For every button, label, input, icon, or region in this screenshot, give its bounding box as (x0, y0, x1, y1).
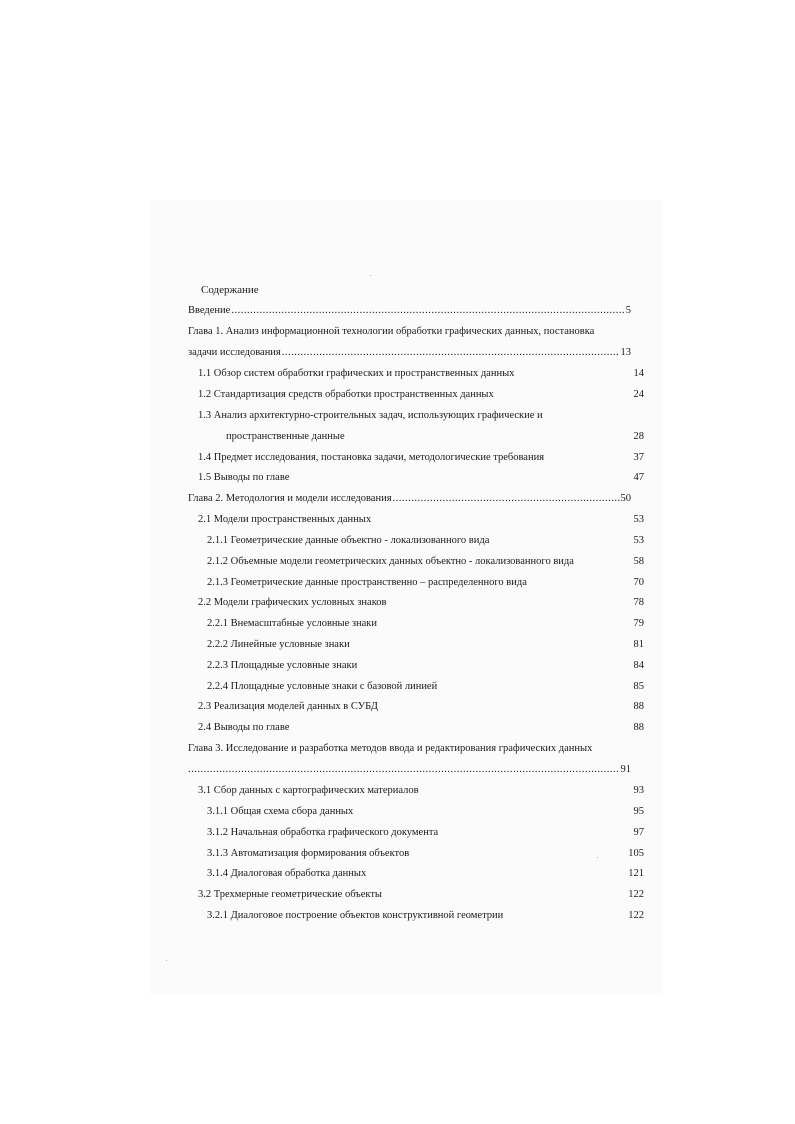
toc-page-3-1-2: 97 (633, 827, 644, 838)
toc-entry-1-4: 1.4 Предмет исследования, постановка задачи, методологические требования (198, 452, 545, 463)
toc-page-1-4: 37 (633, 452, 644, 463)
toc-page-3-1-1: 95 (633, 806, 644, 817)
toc-chapter-2 (188, 492, 631, 506)
toc-entry-1-1: 1.1 Обзор систем обработки графических и пространственных данных (198, 368, 515, 379)
toc-entry-3-1: 3.1 Сбор данных с картографических материалов (198, 785, 419, 796)
toc-chapter-1-line1: Глава 1. Анализ информационной технологии обработки графических данных, постановка (188, 326, 595, 337)
toc-entry-page: 91 (620, 764, 631, 775)
toc-page-1-2: 24 (633, 389, 644, 400)
toc-entry-3-1-2: 3.1.2 Начальная обработка графического документа (207, 827, 439, 838)
toc-entry-3-1-4: 3.1.4 Диалоговая обработка данных (207, 868, 367, 879)
toc-entry-1-3-line1: 1.3 Анализ архитектурно-строительных задач, использующих графические и (198, 410, 543, 421)
toc-chapter-1 (188, 346, 631, 360)
toc-entry-page: 50 (620, 493, 631, 504)
toc-entry-2-2-4: 2.2.4 Площадные условные знаки с базовой линией (207, 681, 438, 692)
toc-entry-2-3: 2.3 Реализация моделей данных в СУБД (198, 701, 378, 712)
scan-speck (597, 857, 598, 858)
toc-page-2-4: 88 (633, 722, 644, 733)
toc-page-1-5: 47 (633, 472, 644, 483)
toc-page-2-3: 88 (633, 701, 644, 712)
toc-chapter-3-line1: Глава 3. Исследование и разработка методов ввода и редактирования графических данных (188, 743, 593, 754)
toc-entry-2-1-1: 2.1.1 Геометрические данные объектно - локализованного вида (207, 535, 490, 546)
toc-entry-2-2-2: 2.2.2 Линейные условные знаки (207, 639, 350, 650)
toc-entry-3-1-3: 3.1.3 Автоматизация формирования объектов (207, 848, 410, 859)
toc-page-2-1-1: 53 (633, 535, 644, 546)
toc-page-2-2-3: 84 (633, 660, 644, 671)
toc-entry-page: 13 (620, 347, 631, 358)
toc-entry-2-2-3: 2.2.3 Площадные условные знаки (207, 660, 358, 671)
toc-entry-label: задачи исследования (188, 347, 281, 358)
toc-entry-2-1-2: 2.1.2 Объемные модели геометрических данных объектно - локализованного вида (207, 556, 574, 567)
toc-chapter-3 (188, 763, 631, 777)
toc-entry-1-2: 1.2 Стандартизация средств обработки пространственных данных (198, 389, 494, 400)
scan-speck (166, 960, 167, 961)
toc-entry-page: 5 (625, 305, 631, 316)
toc-entry-2-1-3: 2.1.3 Геометрические данные пространственно – распределенного вида (207, 577, 527, 588)
toc-entry-2-2-1: 2.2.1 Внемасштабные условные знаки (207, 618, 378, 629)
toc-page-2-1-2: 58 (633, 556, 644, 567)
toc-page-2-1-3: 70 (633, 577, 644, 588)
toc-entry-label: Глава 2. Методология и модели исследования (188, 493, 392, 504)
dot-leader (393, 492, 620, 506)
toc-page-2-2-1: 79 (633, 618, 644, 629)
toc-page-2-1: 53 (633, 514, 644, 525)
toc-page-1-3: 28 (633, 431, 644, 442)
toc-entry-2-4: 2.4 Выводы по главе (198, 722, 290, 733)
toc-entry-intro (188, 304, 631, 318)
toc-page-3-2-1: 122 (628, 910, 644, 921)
scan-speck (370, 275, 371, 276)
toc-entry-3-2-1: 3.2.1 Диалоговое построение объектов конструктивной геометрии (207, 910, 504, 921)
toc-entry-2-1: 2.1 Модели пространственных данных (198, 514, 372, 525)
toc-page-2-2-2: 81 (633, 639, 644, 650)
toc-page-3-2: 122 (628, 889, 644, 900)
toc-page-1-1: 14 (633, 368, 644, 379)
dot-leader (231, 304, 624, 318)
toc-entry-3-2: 3.2 Трехмерные геометрические объекты (198, 889, 382, 900)
toc-entry-1-5: 1.5 Выводы по главе (198, 472, 290, 483)
toc-entry-label: Введение (188, 305, 231, 316)
toc-page-2-2-4: 85 (633, 681, 644, 692)
toc-page-3-1: 93 (633, 785, 644, 796)
toc-title: Содержание (201, 284, 259, 296)
toc-entry-3-1-1: 3.1.1 Общая схема сбора данных (207, 806, 354, 817)
dot-leader (282, 346, 620, 360)
toc-entry-1-3-line2: пространственные данные (226, 431, 345, 442)
dot-leader (188, 763, 620, 777)
toc-entry-2-2: 2.2 Модели графических условных знаков (198, 597, 387, 608)
toc-page-3-1-4: 121 (628, 868, 644, 879)
toc-page-2-2: 78 (633, 597, 644, 608)
toc-page-3-1-3: 105 (628, 848, 644, 859)
